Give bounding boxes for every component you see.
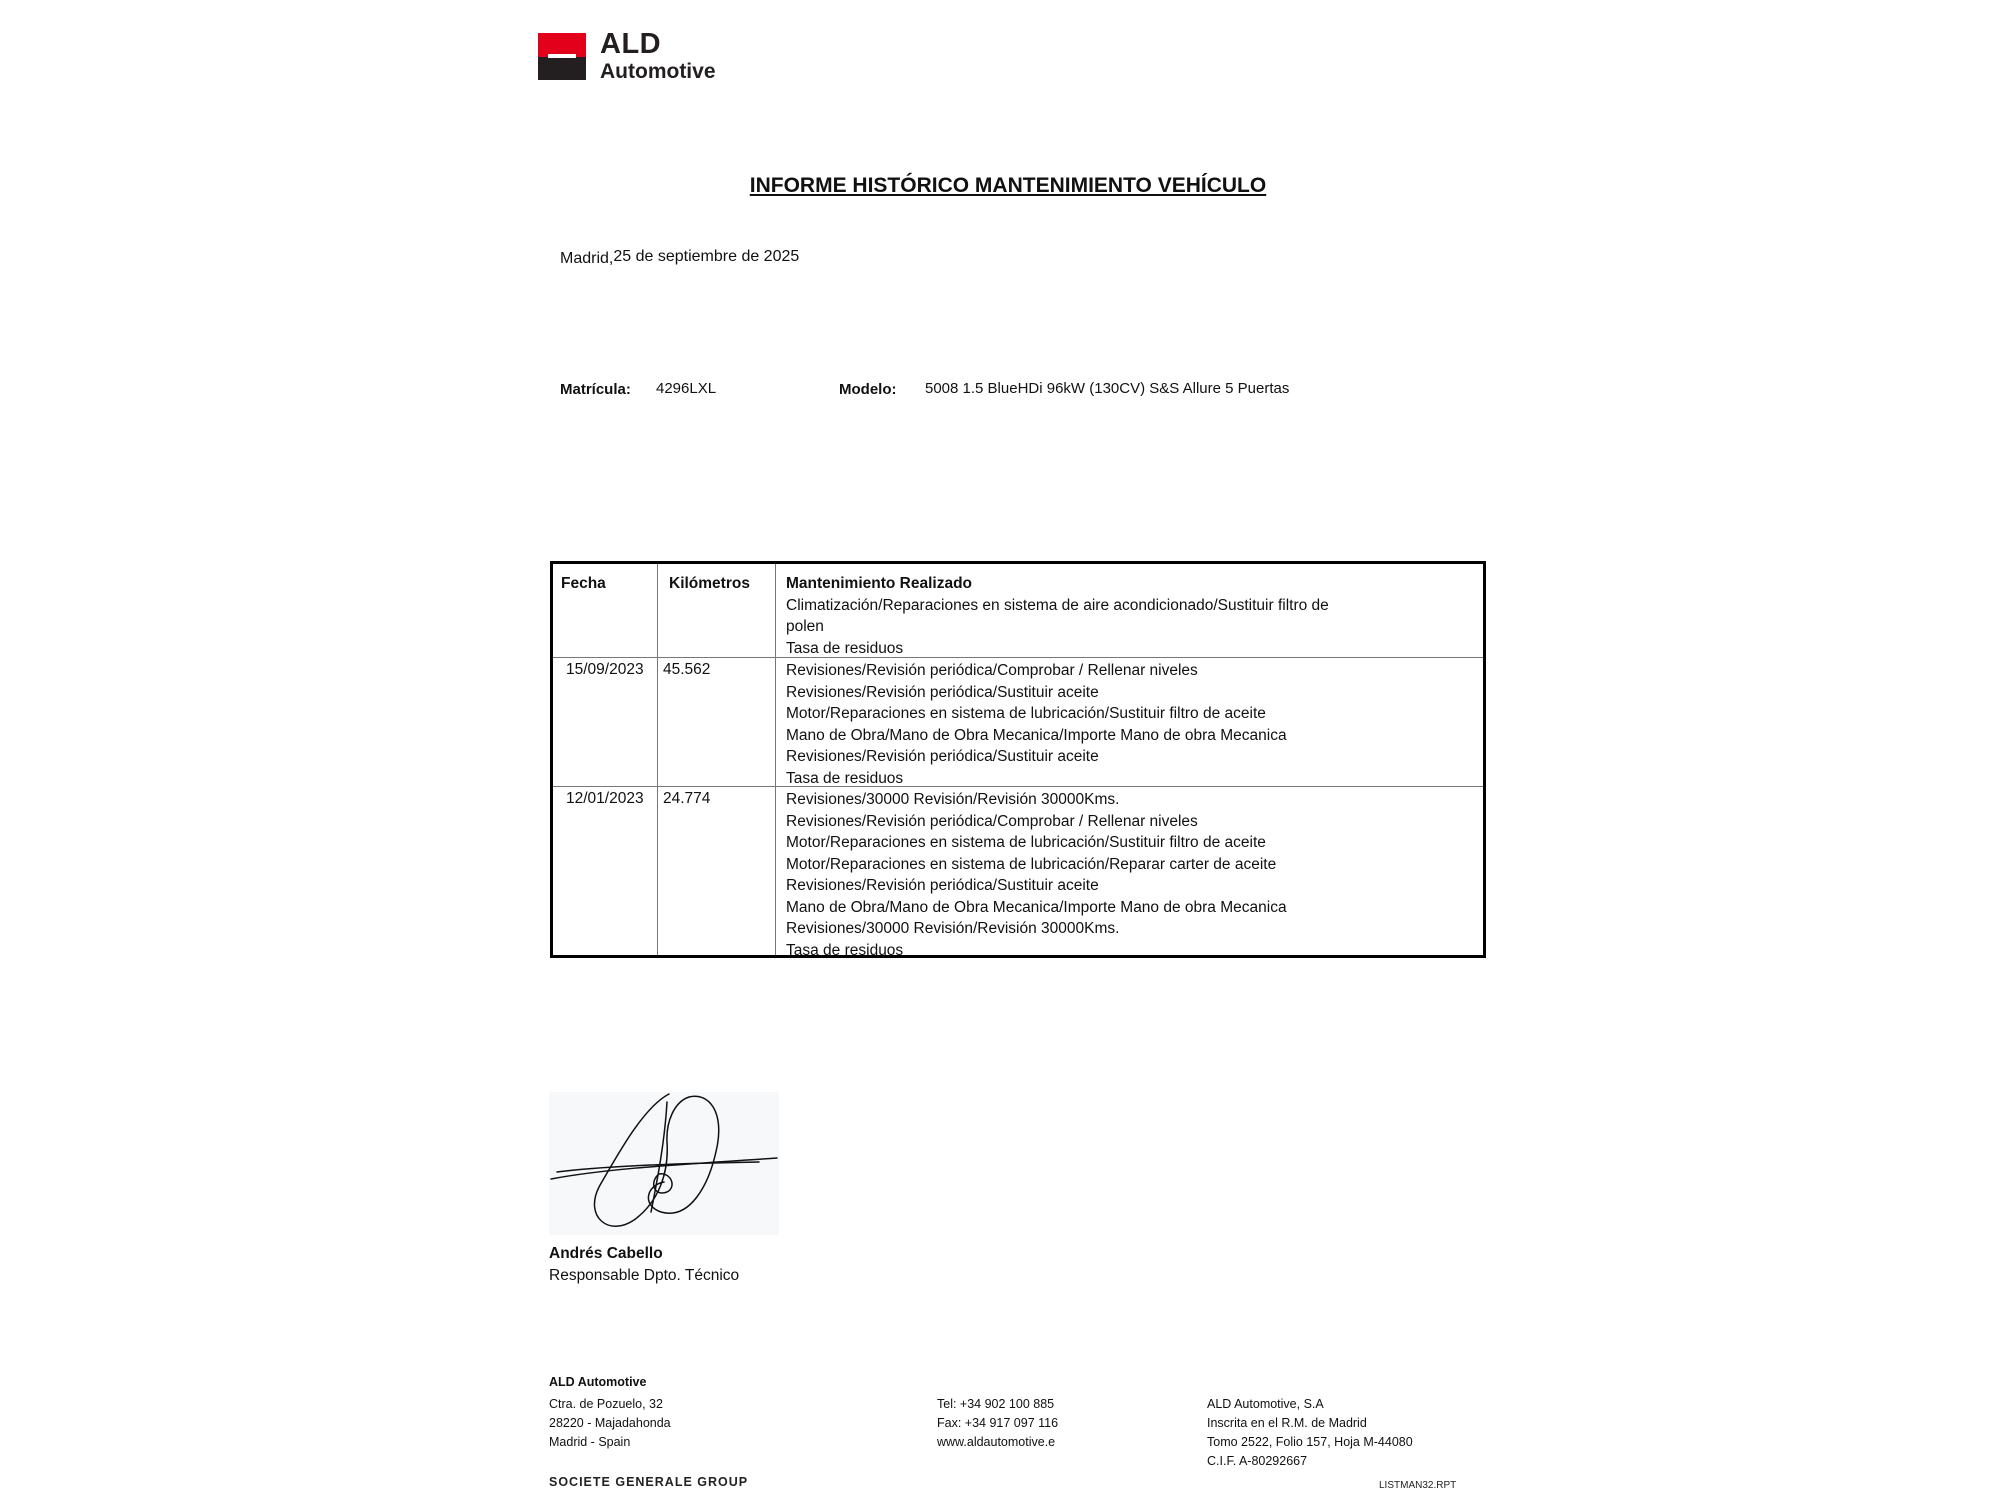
row2-km: 24.774 (663, 790, 711, 807)
model-label: Modelo: (839, 381, 897, 398)
header-work-line: Tasa de residuos (786, 639, 904, 657)
signatory-name: Andrés Cabello (549, 1245, 663, 1262)
header-work-line: Climatización/Reparaciones en sistema de aire acondicionado/Sustituir filtro de (786, 596, 1329, 614)
row1-item: Tasa de residuos (786, 769, 904, 787)
header-mantenimiento (786, 573, 1329, 659)
signature-image (549, 1092, 779, 1235)
column-divider (775, 564, 776, 955)
row1-item: Motor/Reparaciones en sistema de lubricación/Sustituir filtro de aceite (786, 705, 1266, 722)
header-work-line: polen (786, 618, 824, 635)
maintenance-table (550, 561, 1486, 958)
row2-item: Motor/Reparaciones en sistema de lubricación/Sustituir filtro de aceite (786, 834, 1266, 851)
row1-items (786, 660, 1287, 789)
footer-registry-line: C.I.F. A-80292667 (1207, 1454, 1308, 1468)
date-line (560, 250, 799, 268)
row2-items (786, 789, 1287, 961)
footer-fax: Fax: +34 917 097 116 (937, 1416, 1059, 1430)
date-city: Madrid, (560, 250, 614, 267)
logo-ald: ALD (600, 28, 662, 60)
footer-address-block (549, 1373, 671, 1452)
row1-item: Revisiones/Revisión periódica/Sustituir aceite (786, 748, 1099, 765)
row1-date: 15/09/2023 (566, 661, 644, 678)
row2-date: 12/01/2023 (566, 790, 644, 807)
footer-web-link[interactable]: www.aldautomotive.e (937, 1435, 1056, 1449)
header-fecha: Fecha (561, 575, 606, 592)
footer-address-line: Ctra. de Pozuelo, 32 (549, 1397, 663, 1411)
societe-generale-group: SOCIETE GENERALE GROUP (549, 1475, 749, 1489)
footer-registry-line: ALD Automotive, S.A (1207, 1397, 1324, 1411)
ald-logo-mark (538, 33, 586, 80)
report-code: LISTMAN32.RPT (1379, 1480, 1457, 1491)
row1-item: Revisiones/Revisión periódica/Comprobar / Rellenar niveles (786, 662, 1198, 679)
footer-company: ALD Automotive (549, 1375, 647, 1389)
row2-item: Revisiones/30000 Revisión/Revisión 30000Kms. (786, 920, 1120, 937)
row2-item: Revisiones/Revisión periódica/Sustituir aceite (786, 877, 1099, 894)
ald-logo-text (600, 30, 716, 82)
logo-black-square (538, 57, 586, 80)
row1-km: 45.562 (663, 661, 711, 678)
header-kilometros: Kilómetros (669, 575, 750, 592)
signature-scribble (549, 1092, 779, 1235)
logo-automotive: Automotive (600, 60, 716, 83)
footer-tel: Tel: +34 902 100 885 (937, 1397, 1055, 1411)
row2-item: Revisiones/Revisión periódica/Comprobar / Rellenar niveles (786, 812, 1198, 830)
row2-item: Tasa de residuos (786, 941, 904, 959)
row2-item: Mano de Obra/Mano de Obra Mecanica/Importe Mano de obra Mecanica (786, 898, 1287, 916)
footer-address-line: Madrid - Spain (549, 1435, 631, 1449)
header-mantenimiento-label: Mantenimiento Realizado (786, 575, 973, 592)
plate-value: 4296LXL (656, 380, 717, 397)
row1-item: Mano de Obra/Mano de Obra Mecanica/Importe Mano de obra Mecanica (786, 726, 1287, 744)
document-title: INFORME HISTÓRICO MANTENIMIENTO VEHÍCULO (749, 174, 1267, 197)
model-value: 5008 1.5 BlueHDi 96kW (130CV) S&S Allure 5 Puertas (925, 380, 1290, 397)
logo-white-bar (548, 54, 576, 58)
footer-contact-block (937, 1395, 1058, 1452)
row2-item: Motor/Reparaciones en sistema de lubricación/Reparar carter de aceite (786, 855, 1277, 873)
plate-label: Matrícula: (560, 381, 631, 398)
column-divider (657, 564, 658, 955)
footer-registry-line: Inscrita en el R.M. de Madrid (1207, 1416, 1367, 1430)
footer-address-line: 28220 - Majadahonda (549, 1416, 671, 1430)
row1-item: Revisiones/Revisión periódica/Sustituir aceite (786, 683, 1099, 701)
footer-registry-line: Tomo 2522, Folio 157, Hoja M-44080 (1207, 1435, 1413, 1449)
signatory-role: Responsable Dpto. Técnico (549, 1267, 740, 1284)
footer-registry-block (1207, 1395, 1413, 1471)
row2-item: Revisiones/30000 Revisión/Revisión 30000Kms. (786, 791, 1120, 808)
date-text: 25 de septiembre de 2025 (613, 248, 800, 265)
